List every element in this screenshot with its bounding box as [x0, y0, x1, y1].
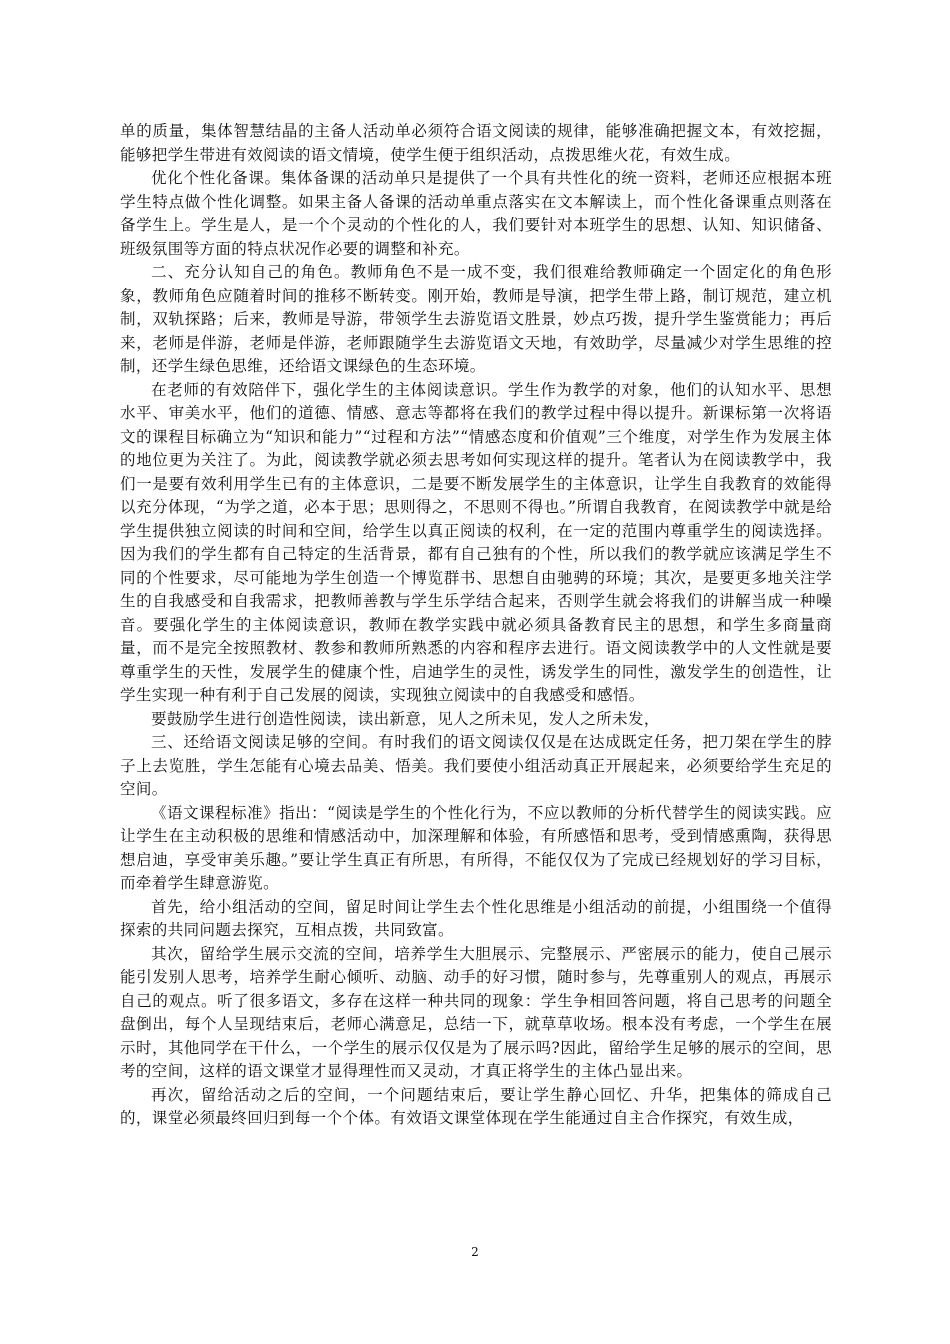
paragraph-personalized-lesson-prep: 优化个性化备课。集体备课的活动单只是提供了一个具有共性化的统一资料，老师还应根据本班学生特点做个性化调整。如果主备人备课的活动单重点落实在文本解读上，而个性化备课重点则落在备学生上。学生是人，是一个个灵动的个性化的人，我们要针对本班学生的思想、认知、知识储备、班级氛围等方面的特点状况作必要的调整和补充。 [120, 169, 832, 258]
paragraph-section-three-reading-space: 三、还给语文阅读足够的空间。有时我们的语文阅读仅仅是在达成既定任务，把刀架在学生的脖子上去览胜，学生怎能有心境去品美、悟美。我们要使小组活动真正开展起来，必须要给学生充足的空间。 [120, 733, 832, 798]
paragraph-second-presentation-space: 其次，留给学生展示交流的空间，培养学生大胆展示、完整展示、严密展示的能力，使自己展示能引发别人思考，培养学生耐心倾听、动脑、动手的好习惯，随时参与，先尊重别人的观点，再展示自己的观点。听了很多语文，多存在这样一种共同的现象：学生争相回答问题，将自己思考的问题全盘倒出，每个人呈现结束后，老师心满意足，总结一下，就草草收场。根本没有考虑，一个学生在展示时，其他同学在干什么，一个学生的展示仅仅是为了展示吗?因此，留给学生足够的展示的空间，思考的空间，这样的语文课堂才显得理性而又灵动，才真正将学生的主体凸显出来。 [120, 944, 832, 1080]
paragraph-first-group-activity: 首先，给小组活动的空间，留足时间让学生去个性化思维是小组活动的前提，小组围绕一个值得探索的共同问题去探究，互相点拨，共同致富。 [120, 897, 832, 939]
paragraph-third-after-activity: 再次，留给活动之后的空间，一个问题结束后，要让学生静心回忆、升华，把集体的筛成自己的，课堂必须最终回归到每一个个体。有效语文课堂体现在学生能通过自主合作探究，有效生成， [120, 1085, 832, 1127]
paragraph-curriculum-standard-quote: 《语文课程标准》指出：“阅读是学生的个性化行为，不应以教师的分析代替学生的阅读实践。应让学生在主动积极的思维和情感活动中，加深理解和体验，有所感悟和思考，受到情感熏陶，获得思想启迪，享受审美乐趣。”要让学生真正有所思，有所得，不能仅仅为了完成已经规划好的学习目标，而牵着学生肆意游览。 [120, 803, 832, 892]
body-text [120, 120, 832, 1131]
paragraph-student-reading-awareness: 在老师的有效陪伴下，强化学生的主体阅读意识。学生作为教学的对象，他们的认知水平、思想水平、审美水平，他们的道德、情感、意志等都将在我们的教学过程中得以提升。新课标第一次将语文的课程目标确立为“知识和能力”“过程和方法”“情感态度和价值观”三个维度，对学生作为发展主体的地位更为关注了。为此，阅读教学就必须去思考如何实现这样的提升。笔者认为在阅读教学中，我们一是要有效利用学生已有的主体意识，二是要不断发展学生的主体意识，让学生自我教育的效能得以充分体现，“为学之道，必本于思；思则得之，不思则不得也。”所谓自我教育，在阅读教学中就是给学生提供独立阅读的时间和空间，给学生以真正阅读的权利，在一定的范围内尊重学生的阅读选择。因为我们的学生都有自己特定的生活背景，都有自己独有的个性，所以我们的教学就应该满足学生不同的个性要求，尽可能地为学生创造一个博览群书、思想自由驰骋的环境；其次，是要更多地关注学生的自我感受和自我需求，把教师善教与学生乐学结合起来，否则学生就会将我们的讲解当成一种噪音。要强化学生的主体阅读意识，教师在教学实践中就必须具备教育民主的思想，和学生多商量商量，而不是完全按照教材、教参和教师所熟悉的内容和程序去进行。语文阅读教学中的人文性就是要尊重学生的天性，发展学生的健康个性，启迪学生的灵性，诱发学生的同性，激发学生的创造性，让学生实现一种有利于自己发展的阅读，实现独立阅读中的自我感受和感悟。 [120, 380, 832, 704]
paragraph-section-two-teacher-role: 二、充分认知自己的角色。教师角色不是一成不变，我们很难给教师确定一个固定化的角色形象，教师角色应随着时间的推移不断转变。刚开始，教师是导演，把学生带上路，制订规范，建立机制，双轨探路；后来，教师是导游，带领学生去游览语文胜景，妙点巧拨，提升学生鉴赏能力；再后来，老师是伴游，老师是伴游，老师跟随学生去游览语文天地，有效助学，尽量减少对学生思维的控制，还学生绿色思维，还给语文课绿色的生态环境。 [120, 263, 832, 375]
paragraph-continued: 单的质量，集体智慧结晶的主备人活动单必须符合语文阅读的规律，能够准确把握文本，有效挖掘，能够把学生带进有效阅读的语文情境，使学生便于组织活动，点拨思维火花，有效生成。 [120, 122, 832, 164]
page-number: 2 [471, 1245, 479, 1259]
paragraph-creative-reading: 要鼓励学生进行创造性阅读，读出新意，见人之所未见，发人之所未发， [151, 709, 660, 728]
